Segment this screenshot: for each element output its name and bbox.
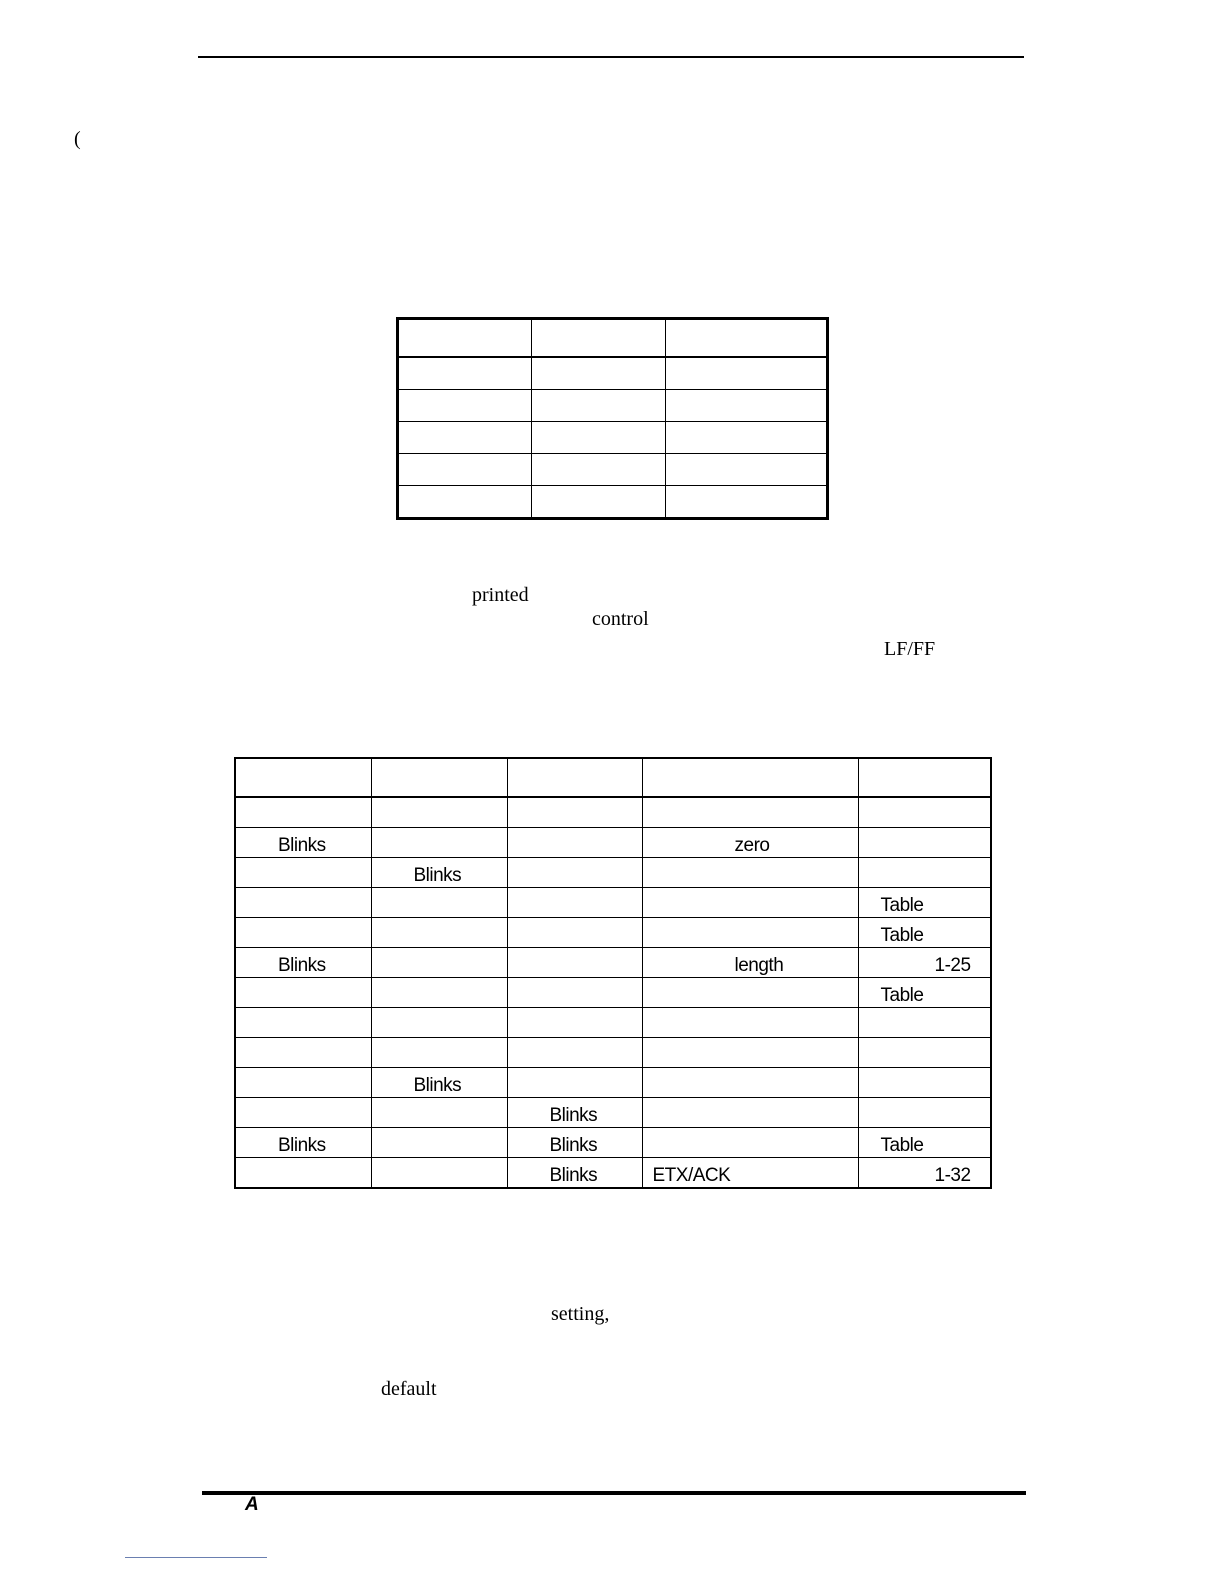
table-row [235, 1128, 991, 1158]
table-cell [507, 1068, 642, 1098]
table-cell: Table [858, 1128, 991, 1158]
table-cell [858, 828, 991, 858]
header-rule [198, 56, 1024, 58]
table-cell [858, 797, 991, 828]
table-cell [371, 978, 507, 1008]
word-printed: printed [472, 584, 529, 606]
table-cell [532, 390, 666, 422]
table-row [235, 948, 991, 978]
table-cell [507, 828, 642, 858]
table-cell [642, 918, 858, 948]
table-cell [235, 1098, 371, 1128]
table-cell [666, 422, 828, 454]
table-cell [858, 1098, 991, 1128]
table-cell [642, 797, 858, 828]
table-cell [642, 1068, 858, 1098]
table-cell [371, 1128, 507, 1158]
table-cell [398, 319, 532, 358]
table-cell [858, 1068, 991, 1098]
table-cell [371, 918, 507, 948]
table-cell [507, 978, 642, 1008]
table-row [398, 390, 828, 422]
word-setting: setting, [551, 1303, 610, 1325]
table-cell [507, 918, 642, 948]
table-cell [235, 978, 371, 1008]
table-cell [642, 888, 858, 918]
table-cell [507, 858, 642, 888]
table-row [398, 454, 828, 486]
table-cell [642, 978, 858, 1008]
table-cell [642, 1098, 858, 1128]
table-cell [235, 888, 371, 918]
table-cell [398, 357, 532, 390]
table-cell: Blinks [507, 1128, 642, 1158]
table-cell [507, 948, 642, 978]
table-cell [507, 797, 642, 828]
table-cell [398, 454, 532, 486]
table-cell [398, 390, 532, 422]
table-cell [666, 319, 828, 358]
table-cell [532, 319, 666, 358]
table-row [398, 319, 828, 358]
table-row [235, 758, 991, 797]
table-upper [396, 317, 829, 520]
table-cell [507, 1038, 642, 1068]
table-cell [235, 1158, 371, 1189]
table-cell [235, 1008, 371, 1038]
table-row [235, 888, 991, 918]
table-cell: Table [858, 978, 991, 1008]
table-cell [507, 758, 642, 797]
table-cell [532, 357, 666, 390]
table-cell: Blinks [235, 828, 371, 858]
table-cell [642, 758, 858, 797]
table-cell: ETX/ACK [642, 1158, 858, 1189]
table-cell [371, 888, 507, 918]
table-cell: Blinks [371, 858, 507, 888]
table-cell: Table [858, 918, 991, 948]
table-row [235, 1068, 991, 1098]
table-cell [858, 1038, 991, 1068]
table-cell [532, 486, 666, 519]
link-underline [125, 1557, 267, 1558]
table-cell [371, 1038, 507, 1068]
table-cell [858, 758, 991, 797]
table-cell [235, 758, 371, 797]
table-cell [642, 1038, 858, 1068]
table-row [235, 1008, 991, 1038]
table-cell [371, 948, 507, 978]
table-row [398, 422, 828, 454]
footer-letter: A [245, 1494, 259, 1515]
table-row [235, 828, 991, 858]
table-row [235, 1158, 991, 1189]
table-cell [666, 357, 828, 390]
table-cell: 1-32 [858, 1158, 991, 1189]
table-indicators [234, 757, 992, 1189]
table-cell: Blinks [371, 1068, 507, 1098]
table-cell: length [642, 948, 858, 978]
table-cell: Blinks [235, 948, 371, 978]
table-row [235, 978, 991, 1008]
margin-mark: ( [74, 128, 81, 150]
word-lf-ff: LF/FF [884, 638, 936, 660]
table-cell [507, 888, 642, 918]
table-row [235, 918, 991, 948]
table-cell [371, 1098, 507, 1128]
table-cell: zero [642, 828, 858, 858]
table-row [398, 357, 828, 390]
table-cell [371, 797, 507, 828]
table-cell [642, 1008, 858, 1038]
table-cell: Table [858, 888, 991, 918]
table-cell: 1-25 [858, 948, 991, 978]
table-cell [371, 828, 507, 858]
table-cell [532, 454, 666, 486]
table-cell [532, 422, 666, 454]
table-cell [371, 758, 507, 797]
table-row [235, 1098, 991, 1128]
table-cell [235, 797, 371, 828]
table-cell [666, 486, 828, 519]
table-row [235, 797, 991, 828]
table-cell [235, 858, 371, 888]
table-cell [371, 1008, 507, 1038]
table-cell [858, 858, 991, 888]
word-control: control [592, 608, 649, 630]
table-cell [507, 1008, 642, 1038]
table-cell [858, 1008, 991, 1038]
table-cell [235, 918, 371, 948]
table-cell [235, 1068, 371, 1098]
table-cell [666, 390, 828, 422]
table-cell [398, 486, 532, 519]
table-cell [398, 422, 532, 454]
table-cell [371, 1158, 507, 1189]
table-row [235, 1038, 991, 1068]
table-cell [666, 454, 828, 486]
table-row [398, 486, 828, 519]
table-cell: Blinks [507, 1158, 642, 1189]
footer-rule [202, 1491, 1026, 1495]
word-default: default [381, 1378, 437, 1400]
table-row [235, 858, 991, 888]
table-cell [642, 1128, 858, 1158]
table-cell: Blinks [235, 1128, 371, 1158]
table-cell [235, 1038, 371, 1068]
table-cell: Blinks [507, 1098, 642, 1128]
table-cell [642, 858, 858, 888]
